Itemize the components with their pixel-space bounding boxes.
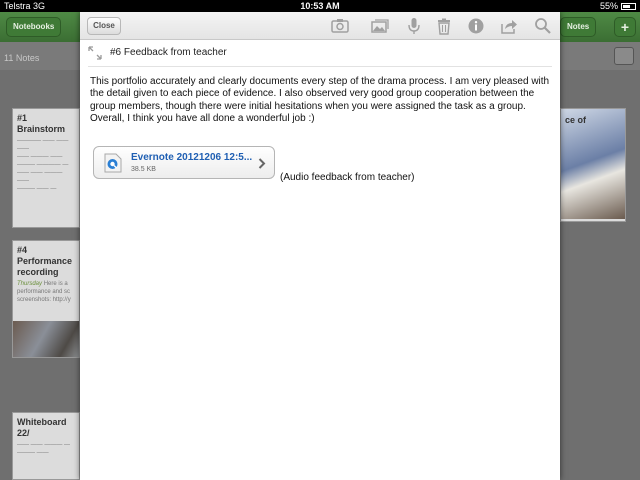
- audio-file-icon: [104, 153, 122, 173]
- share-icon[interactable]: [499, 16, 519, 36]
- close-button[interactable]: Close: [87, 17, 121, 35]
- note-card-title: Whiteboard 22/: [17, 417, 67, 438]
- note-title-bar: [80, 40, 560, 66]
- note-card[interactable]: [12, 240, 80, 358]
- search-icon[interactable]: [533, 16, 553, 36]
- attachment-caption: (Audio feedback from teacher): [280, 172, 415, 183]
- camera-icon[interactable]: [330, 16, 350, 36]
- note-card[interactable]: [12, 412, 80, 480]
- note-card[interactable]: [560, 108, 626, 222]
- note-title[interactable]: #6 Feedback from teacher: [110, 47, 227, 58]
- note-card-title: #4 Performance recording: [17, 245, 73, 277]
- note-card-title: #1 Brainstorm: [17, 113, 66, 134]
- audio-attachment[interactable]: [93, 146, 275, 179]
- add-note-button[interactable]: +: [614, 17, 636, 37]
- note-modal: [80, 12, 560, 480]
- note-card-title: ce of: [565, 115, 587, 125]
- battery-percent: 55%: [599, 1, 618, 11]
- info-icon[interactable]: [466, 16, 486, 36]
- battery-icon: [621, 3, 636, 10]
- trash-icon[interactable]: [434, 16, 454, 36]
- divider: [88, 66, 552, 67]
- chevron-right-icon: [258, 158, 266, 169]
- microphone-icon[interactable]: [404, 16, 424, 36]
- note-card-snippet: —— —— ——— — ——— ——: [17, 442, 71, 456]
- notes-count: 11 Notes: [4, 53, 40, 63]
- share-icon[interactable]: [614, 47, 634, 65]
- note-card-snippet: Thursday Here is a performance and sc screenshots: http://y: [17, 281, 71, 303]
- note-toolbar: [80, 12, 560, 40]
- attachment-name: Evernote 20121206 12:5...: [131, 152, 253, 163]
- clock: 10:53 AM: [300, 1, 340, 11]
- note-card-snippet: ———— —— —— —— —— ——— —— ——— ———— — —— —— ——— —— ——— —— —: [17, 138, 69, 192]
- note-body[interactable]: This portfolio accurately and clearly documents every step of the drama process. I am very pleased with the detail given to each piece of evidence. I also observed very good group cooperation between the group members, though there were initial hesitations when you were assigned the task as a group. Overall, I think you have all done a wonderful job :): [90, 76, 550, 124]
- photo-library-icon[interactable]: [370, 16, 390, 36]
- expand-icon[interactable]: [88, 46, 102, 60]
- status-bar: [0, 0, 640, 12]
- attachment-size: 38.5 KB: [131, 166, 156, 173]
- carrier-label: Telstra 3G: [4, 1, 46, 11]
- notes-button[interactable]: Notes: [560, 17, 596, 37]
- note-card[interactable]: [12, 108, 80, 228]
- note-card-photo: [13, 321, 80, 358]
- notebooks-button[interactable]: Notebooks: [6, 17, 61, 37]
